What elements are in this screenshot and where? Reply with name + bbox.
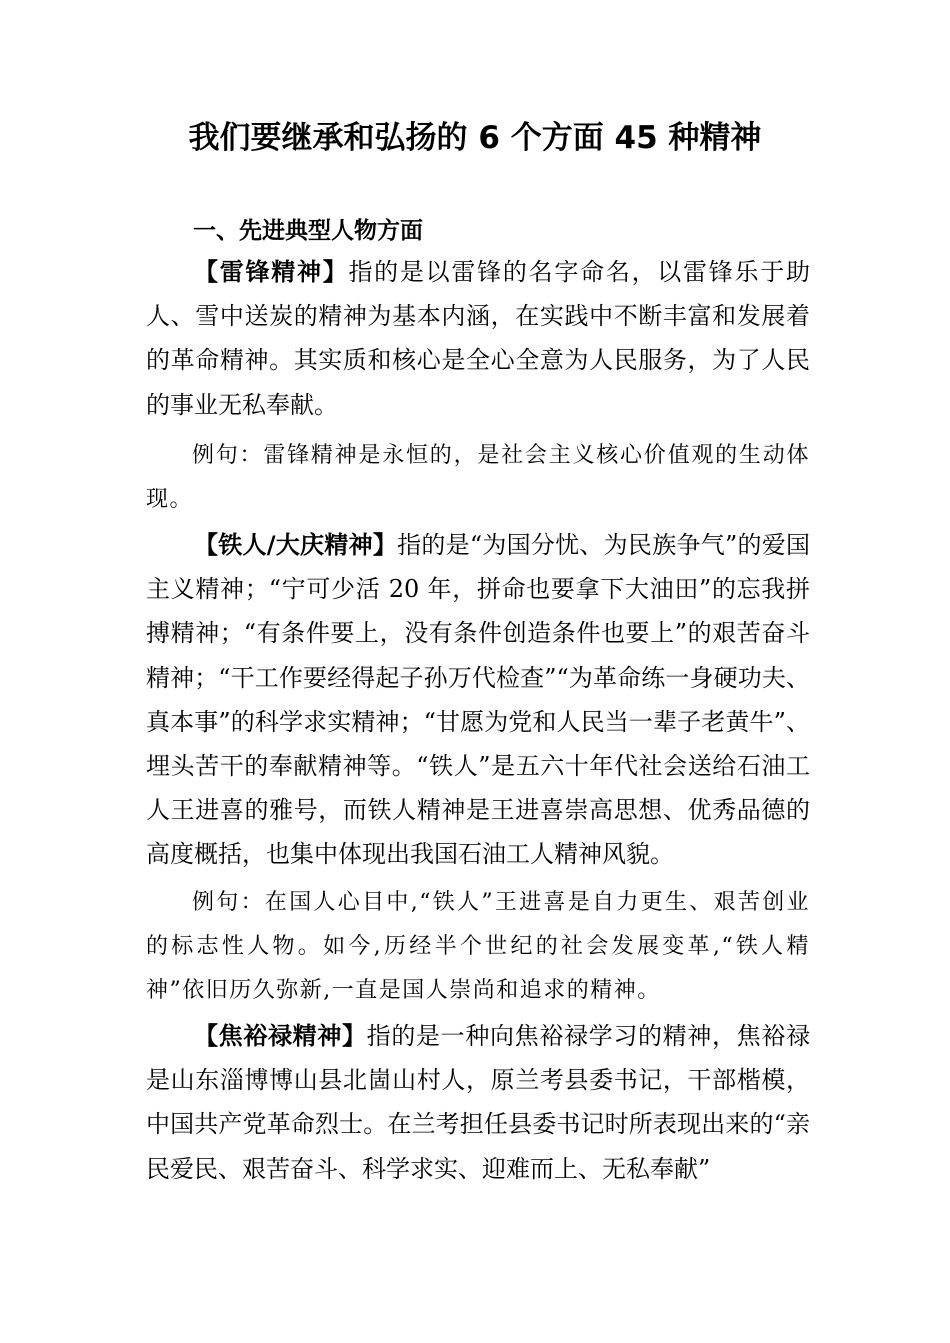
term-leifeng-spirit: 【雷锋精神】 (194, 258, 349, 286)
term-jiaoyulu-spirit: 【焦裕禄精神】 (194, 1022, 367, 1050)
example-sentence-tieren: 例句：在国人心目中,“铁人”王进喜是自力更生、艰苦创业的标志性人物。如今,历经半个世纪的社会发展变革,“铁人精神”依旧历久弥新,一直是国人崇尚和追求的精神。 (146, 890, 810, 1004)
document-title: 我们要继承和弘扬的 6 个方面 45 种精神 (188, 120, 762, 156)
term-tieren-spirit: 【铁人/大庆精神】 (194, 531, 398, 559)
example-sentence-leifeng: 例句：雷锋精神是永恒的，是社会主义核心价值观的生动体现。 (146, 443, 810, 513)
paragraph-jiaoyulu-text: 指的是一种向焦裕禄学习的精神，焦裕禄是山东淄博博山县北崮山村人，原兰考县委书记，干部楷模，中国共产党革命烈士。在兰考担任县委书记时所表现出来的“亲民爱民、艰苦奋斗、科学求实、迎难而上、无私奉献” (146, 1022, 811, 1183)
paragraph-jiaoyulu-spirit (146, 1014, 810, 1191)
paragraph-leifeng-text: 指的是以雷锋的名字命名，以雷锋乐于助人、雪中送炭的精神为基本内涵，在实践中不断丰富和发展着的革命精神。其实质和核心是全心全意为人民服务，为了人民的事业无私奉献。 (146, 258, 811, 419)
section-heading: 一、先进典型人物方面 (193, 218, 423, 244)
paragraph-tieren-text: 指的是“为国分忧、为民族争气”的爱国主义精神；“宁可少活 20 年，拼命也要拿下大油田”的忘我拼搏精神；“有条件要上，没有条件创造条件也要上”的艰苦奋斗精神；“干工作要经得起子孙万代检查”“为革命练一身硬功夫、真本事”的科学求实精神；“甘愿为党和人民当一辈子老黄牛”、埋头苦干的奉献精神等。“铁人”是五六十年代社会送给石油工人王进喜的雅号，而铁人精神是王进喜崇高思想、优秀品德的高度概括，也集中体现出我国石油工人精神风貌。 (146, 531, 811, 869)
paragraph-leifeng-spirit (146, 250, 810, 427)
paragraph-tieren-spirit (146, 523, 810, 877)
